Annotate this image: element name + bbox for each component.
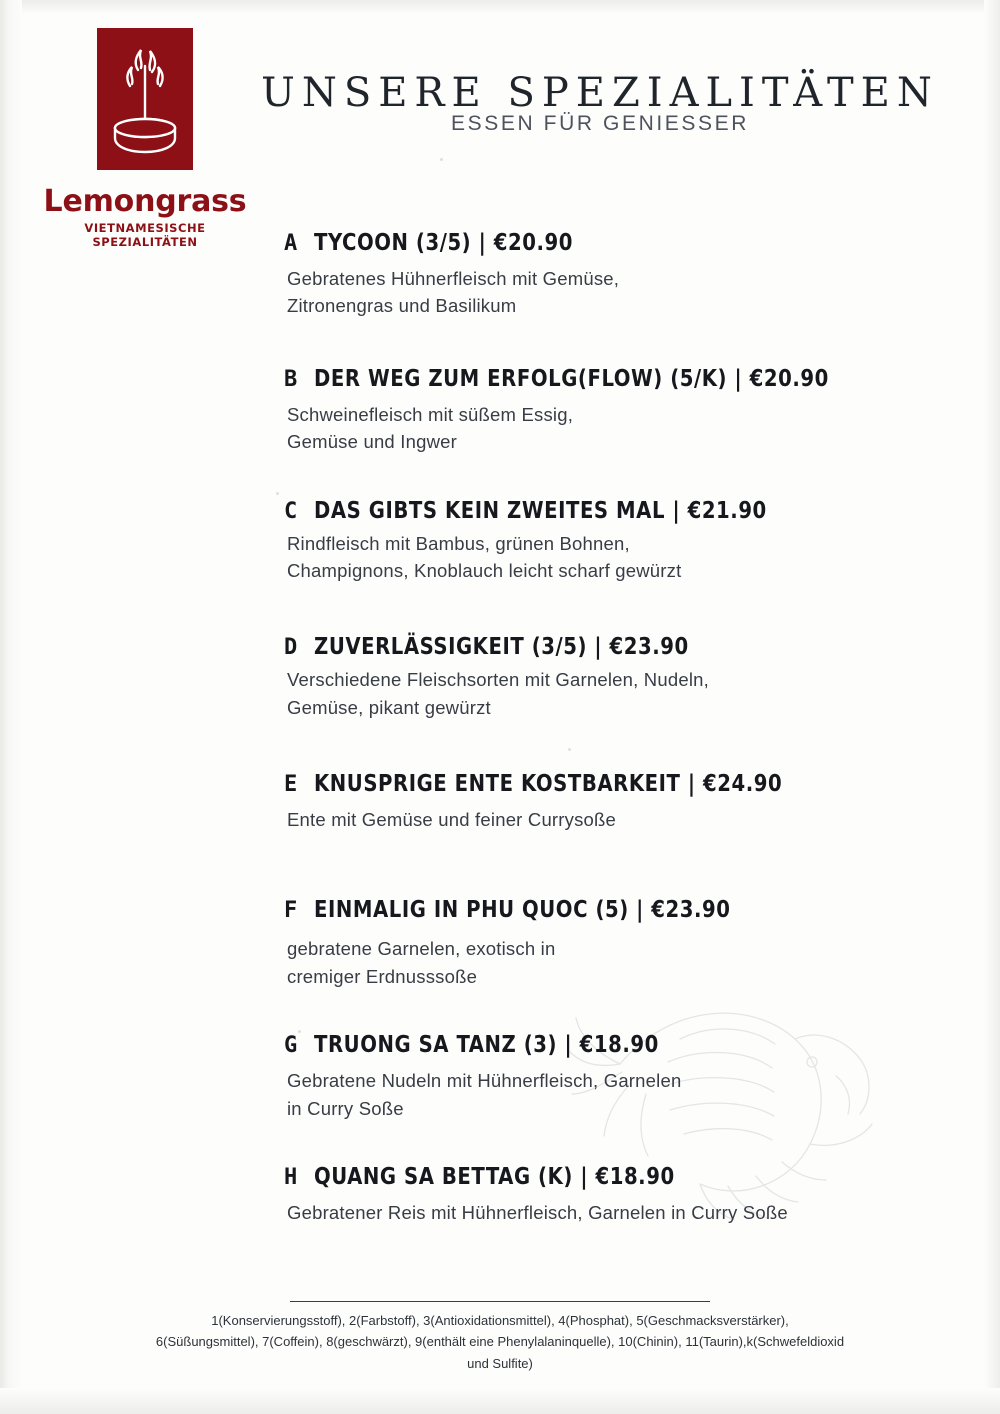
menu-item-description-line: Gemüse, pikant gewürzt [287, 696, 491, 718]
menu-item-heading [284, 632, 924, 660]
menu-item-title: DAS GIBTS KEIN ZWEITES MAL | €21.90 [314, 495, 767, 524]
brand-name: Lemongrass [43, 184, 247, 219]
menu-item-description-line: Ente mit Gemüse und feiner Currysoße [287, 809, 617, 830]
menu-item-title: KNUSPRIGE ENTE KOSTBARKEIT | €24.90 [314, 769, 783, 797]
menu-item-letter: C [284, 498, 298, 524]
menu-item-heading [284, 496, 924, 524]
menu-item-description-line: cremiger Erdnusssoße [287, 965, 478, 987]
menu-list [284, 228, 924, 1226]
menu-item-letter: E [284, 772, 298, 797]
menu-item-description [287, 530, 924, 585]
brand-block [34, 28, 256, 249]
menu-item-description-line: Gebratene Nudeln mit Hühnerfleisch, Garnelen [287, 1070, 682, 1092]
menu-item-description [287, 806, 924, 833]
scan-edge-top [0, 0, 1000, 14]
menu-item-title: QUANG SA BETTAG (K) | €18.90 [314, 1161, 675, 1190]
menu-item-description-line: Gebratenes Hühnerfleisch mit Gemüse, [287, 268, 620, 289]
menu-item [284, 1030, 924, 1122]
menu-item-heading [284, 769, 924, 797]
menu-item-description [287, 935, 924, 990]
menu-item [284, 496, 924, 585]
footnote-line: 6(Süßungsmittel), 7(Coffein), 8(geschwärzt), 9(enthält eine Phenylalaninquelle), 10(Chinin), 11(Taurin),k(Schwefeldioxid [155, 1334, 845, 1350]
menu-item [284, 895, 924, 990]
menu-item [284, 769, 924, 833]
menu-item-letter: F [284, 898, 298, 924]
page-subtitle: ESSEN FÜR GENIESSER [451, 112, 749, 135]
footnotes [110, 1310, 890, 1374]
menu-item-letter: G [284, 1033, 298, 1059]
menu-item-letter: D [284, 635, 298, 661]
menu-item [284, 228, 924, 320]
menu-item-description-line: in Curry Soße [287, 1097, 404, 1119]
menu-item-heading [284, 228, 924, 256]
menu-item-description [287, 1067, 924, 1122]
menu-item-description [287, 1199, 924, 1226]
menu-item-title: DER WEG ZUM ERFOLG(FLOW) (5/K) | €20.90 [314, 363, 829, 392]
scan-speck [440, 158, 443, 161]
menu-item-heading [284, 1030, 924, 1058]
menu-item-description-line: Zitronengras und Basilikum [287, 295, 517, 317]
menu-item-description-line: Verschiedene Fleischsorten mit Garnelen, Nudeln, [287, 669, 709, 691]
menu-item-description-line: gebratene Garnelen, exotisch in [287, 938, 556, 960]
menu-item-description [287, 401, 924, 456]
menu-item-title: EINMALIG IN PHU QUOC (5) | €23.90 [314, 895, 731, 924]
menu-item-description [287, 265, 924, 320]
menu-item-letter: A [284, 231, 298, 256]
menu-item-description-line: Gemüse und Ingwer [287, 431, 457, 453]
menu-item-description-line: Rindfleisch mit Bambus, grünen Bohnen, [287, 532, 630, 554]
menu-item-letter: H [284, 1164, 298, 1190]
menu-item [284, 632, 924, 721]
lemongrass-lantern-icon [97, 28, 193, 170]
footnote-divider [290, 1301, 710, 1302]
scan-edge-right [984, 0, 1000, 1414]
menu-item-heading [284, 364, 924, 392]
menu-item-description [287, 666, 924, 721]
menu-item-title: ZUVERLÄSSIGKEIT (3/5) | €23.90 [314, 632, 689, 661]
menu-item-description-line: Schweinefleisch mit süßem Essig, [287, 403, 574, 425]
page-title: UNSERE SPEZIALITÄTEN [261, 70, 939, 116]
menu-item [284, 1162, 924, 1226]
menu-item-description-line: Gebratener Reis mit Hühnerfleisch, Garnelen in Curry Soße [287, 1201, 788, 1223]
footnote-line: 1(Konservierungsstoff), 2(Farbstoff), 3(Antioxidationsmittel), 4(Phosphat), 5(Geschmacksverstärker), [211, 1312, 789, 1328]
scan-edge-bottom [0, 1388, 1000, 1414]
menu-item-letter: B [284, 366, 298, 392]
scan-speck [276, 492, 279, 495]
scan-edge-left [0, 0, 22, 1414]
brand-tagline: VIETNAMESISCHE SPEZIALITÄTEN [84, 221, 206, 249]
menu-item [284, 364, 924, 456]
menu-item-title: TRUONG SA TANZ (3) | €18.90 [314, 1030, 659, 1059]
menu-item-heading [284, 895, 924, 923]
menu-item-description-line: Champignons, Knoblauch leicht scharf gewürzt [287, 559, 682, 581]
footnote-line: und Sulfite) [467, 1355, 533, 1371]
menu-item-heading [284, 1162, 924, 1190]
menu-item-title: TYCOON (3/5) | €20.90 [314, 228, 573, 256]
